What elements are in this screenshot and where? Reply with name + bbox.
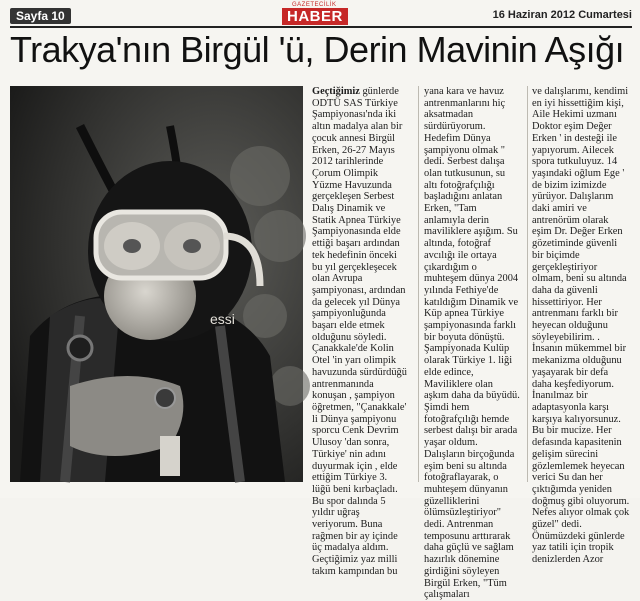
- publication-date: 16 Haziran 2012 Cumartesi: [492, 9, 632, 21]
- mask-brand-text: essi: [210, 311, 235, 327]
- article-headline: Trakya'nın Birgül 'ü, Derin Mavinin Aşığı: [10, 29, 625, 70]
- article-column-3: ve dalışlarımı, kendimi en iyi hissettiğim kişi, Aile Hekimi uzmanı Doktor eşim Değer Erken ' in desteği ile yapıyorum. Ailecek spora tutkuluyuz. 14 yaşındaki oğlum Ege ' de bizim izimizde yürüyor. Dalışlarım daki amiri ve antrenörüm olarak eşim Dr. Değer Erken gözetiminde güvenli bir biçimde gerçekleştiriyor olmam, beni su altında daha da güvenli hissettiriyor. Her antrenmanı farklı bir heyecan olduğunu söyleyebilirim. . İnsanın mükemmel bir mekanizma olduğunu yaşayarak bir defa daha keşfediyorum. İnanılmaz bir adaptasyonla karşı karşıya kalıyorsunuz. Bu bir mucize. Her defasında kapasitenin gelişim sürecini gözlemlemek heyecan verici Su dan her çıktığımda yeniden doğmuş gibi oluyorum. Nefes alıyor olmak çok güzel" dedi. Önümüzdeki günlerde yaz tatili için tropik denizlerden Azor: [532, 86, 630, 566]
- publication-logo: HABER: [282, 8, 348, 25]
- article-lead-word: Geçtiğimiz: [312, 86, 360, 97]
- article-column-1-text: günlerde ODTÜ SAS Türkiye Şampiyonası'nda iki altın madalya alan bir çocuk annesi Birgül Erken, 26-27 Mayıs 2012 tarihlerinde Çorum Olimpik Yüzme Havuzunda gerçekleşen Serbest Dalış Dinamik ve Statik Apnea Türkiye Şampiyonasında elde ettiği başarı ardından tek hedefinin önceki bu yıl gerçekleşecek olan Avrupa şampiyonası, ardından da gelecek yıl Dünya şampiyonluğunda başarı elde etmek olduğunu söyledi. Çanakkale'de Kolin Otel 'in yarı olimpik havuzunda sürdürdüğü antrenmanında konuşan , şampiyon öğretmen, "Çanakkale' li Dünya şampiyonu sporcu Cenk Devrim Ulusoy 'dan sonra, Türkiye' nin adını duyurmak için , elde ettiğim Türkiye 3. lüğü beni kırbaçladı. Bu spor dalında 5 yıldır uğraş veriyorum. Buna rağmen bir ay içinde üç madalya aldım. Geçtiğimiz yaz milli takım kampından bu: [312, 86, 407, 577]
- article-photo-diver: [10, 86, 303, 482]
- diver-photo-illustration: [10, 86, 303, 482]
- article-column-1: [312, 86, 408, 577]
- page-number: Sayfa 10: [10, 8, 71, 24]
- article-column-2: yana kara ve havuz antrenmanlarını hiç aksatmadan sürdürüyorum. Hedefim Dünya şampiyonu olmak " dedi. Serbest dalışa olan tutkusunun, su altı fotoğrafçılığı başladığını anlatan Erken, "Tam anlamıyla derin maviliklere aşığım. Su altında, fotoğraf avcılığı ile ortaya çıkardığım o muhteşem dünya 2004 yılında Fethiye'de katıldığım Dinamik ve Küp apnea Türkiye şampiyonasında farklı bir boyuta dönüştü. Şampiyonada Kulüp olarak Türkiye 1. liği elde edince, Maviliklere olan aşkım daha da büyüdü. Şimdi hem fotoğrafçılığı hemde serbest dalışı bir arada yaşar oldum. Dalışların birçoğunda eşim beni su altında fotoğraflayarak, o muhteşem dünyanın güzelliklerini ölümsüzleştiriyor" dedi. Antrenman temposunu arttırarak daha güçlü ve sağlam hazırlık dönemine girdiğini söyleyen Birgül Erken, "Tüm çalışmaları: [424, 86, 520, 601]
- article-body: [312, 86, 630, 601]
- page-header: [10, 4, 632, 26]
- publication-logo-subtitle: GAZETECİLİK: [292, 2, 337, 8]
